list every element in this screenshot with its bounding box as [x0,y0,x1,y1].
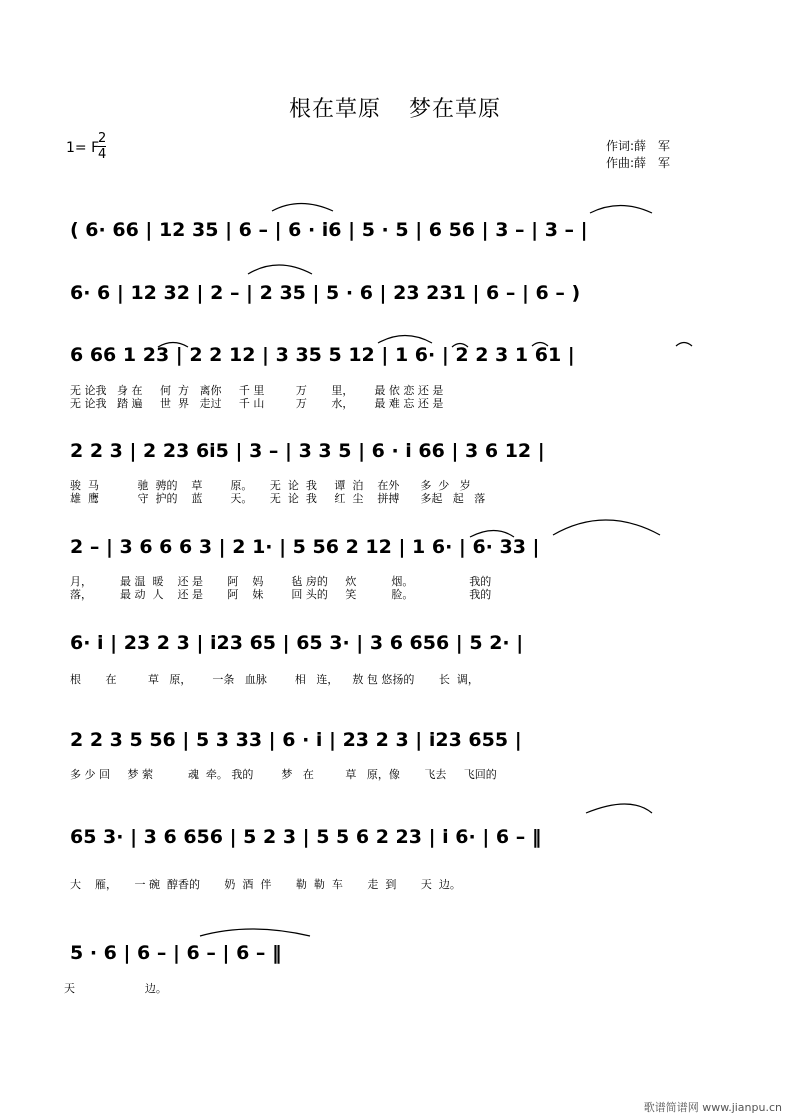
lyric-line-4a: 骏 马 驰 骋的 草 原。 无 论 我 谭 泊 在外 多 少 岁 [70,479,471,492]
time-signature [98,131,106,162]
meter-bottom: 4 [98,147,107,162]
score-system-4: 2 2 3 | 2 23 6i5 | 3 – | 3 3 5 | 6 · i 66 | 3 6 12 | [70,440,545,462]
score-system-6: 6· i | 23 2 3 | i23 65 | 65 3· | 3 6 656 | 5 2· | [70,632,524,654]
key-signature: 1= F [66,140,100,156]
song-title [0,92,790,123]
lyric-line-5b: 落， 最 动 人 还 是 阿 妹 回 头的 笑 脸。 我的 [70,588,492,601]
score-system-8: 65 3· | 3 6 656 | 5 2 3 | 5 5 6 2 23 | i 6· | 6 – ‖ [70,826,542,848]
credits [606,138,670,172]
score-system-9: 5 · 6 | 6 – | 6 – | 6 – ‖ [70,942,282,964]
score-system-2: 6· 6 | 12 32 | 2 – | 2 35 | 5 · 6 | 23 231 | 6 – | 6 – ) [70,282,581,304]
lyric-line-7: 多 少 回 梦 萦 魂 牵。 我的 梦 在 草 原，像 飞去 飞回的 [70,768,497,781]
lyric-line-4b: 雄 鹰 守 护的 蓝 天。 无 论 我 红 尘 拼搏 多起 起 落 [70,492,486,505]
lyric-line-5a: 月， 最 温 暖 还 是 阿 妈 毡 房的 炊 烟。 我的 [70,575,492,588]
lyric-line-6: 根 在 草 原， 一条 血脉 相 连， 敖 包 悠扬的 长 调， [70,673,479,686]
song-title-part2: 梦在草原 [409,97,502,122]
score-system-3: 6 66 1 23 | 2 2 12 | 3 35 5 12 | 1 6· | 2 2 3 1 61 | [70,344,575,366]
score-system-1: ( 6· 66 | 12 35 | 6 – | 6 · i6 | 5 · 5 | 6 56 | 3 – | 3 – | [70,219,588,241]
song-title-part1: 根在草原 [288,97,381,122]
lyricist-credit: 作词:薛 军 [606,139,671,153]
score-system-5: 2 – | 3 6 6 6 3 | 2 1· | 5 56 2 12 | 1 6· | 6· 33 | [70,536,540,558]
meter-top: 2 [98,131,107,146]
lyric-line-3a: 无 论我 身 在 何 方 离你 千 里 万 里， 最 依 恋 还 是 [70,384,444,397]
lyric-line-8: 大 雁， 一 碗 醇香的 奶 酒 伴 勒 勒 车 走 到 天 边。 [70,878,461,891]
lyric-line-9: 天 边。 [64,982,167,995]
lyric-line-3b: 无 论我 踏 遍 世 界 走过 千 山 万 水， 最 难 忘 还 是 [70,397,444,410]
score-system-7: 2 2 3 5 56 | 5 3 33 | 6 · i | 23 2 3 | i23 655 | [70,729,522,751]
composer-credit: 作曲:薛 军 [606,156,671,170]
watermark: 歌谱简谱网 www.jianpu.cn [643,1101,782,1114]
